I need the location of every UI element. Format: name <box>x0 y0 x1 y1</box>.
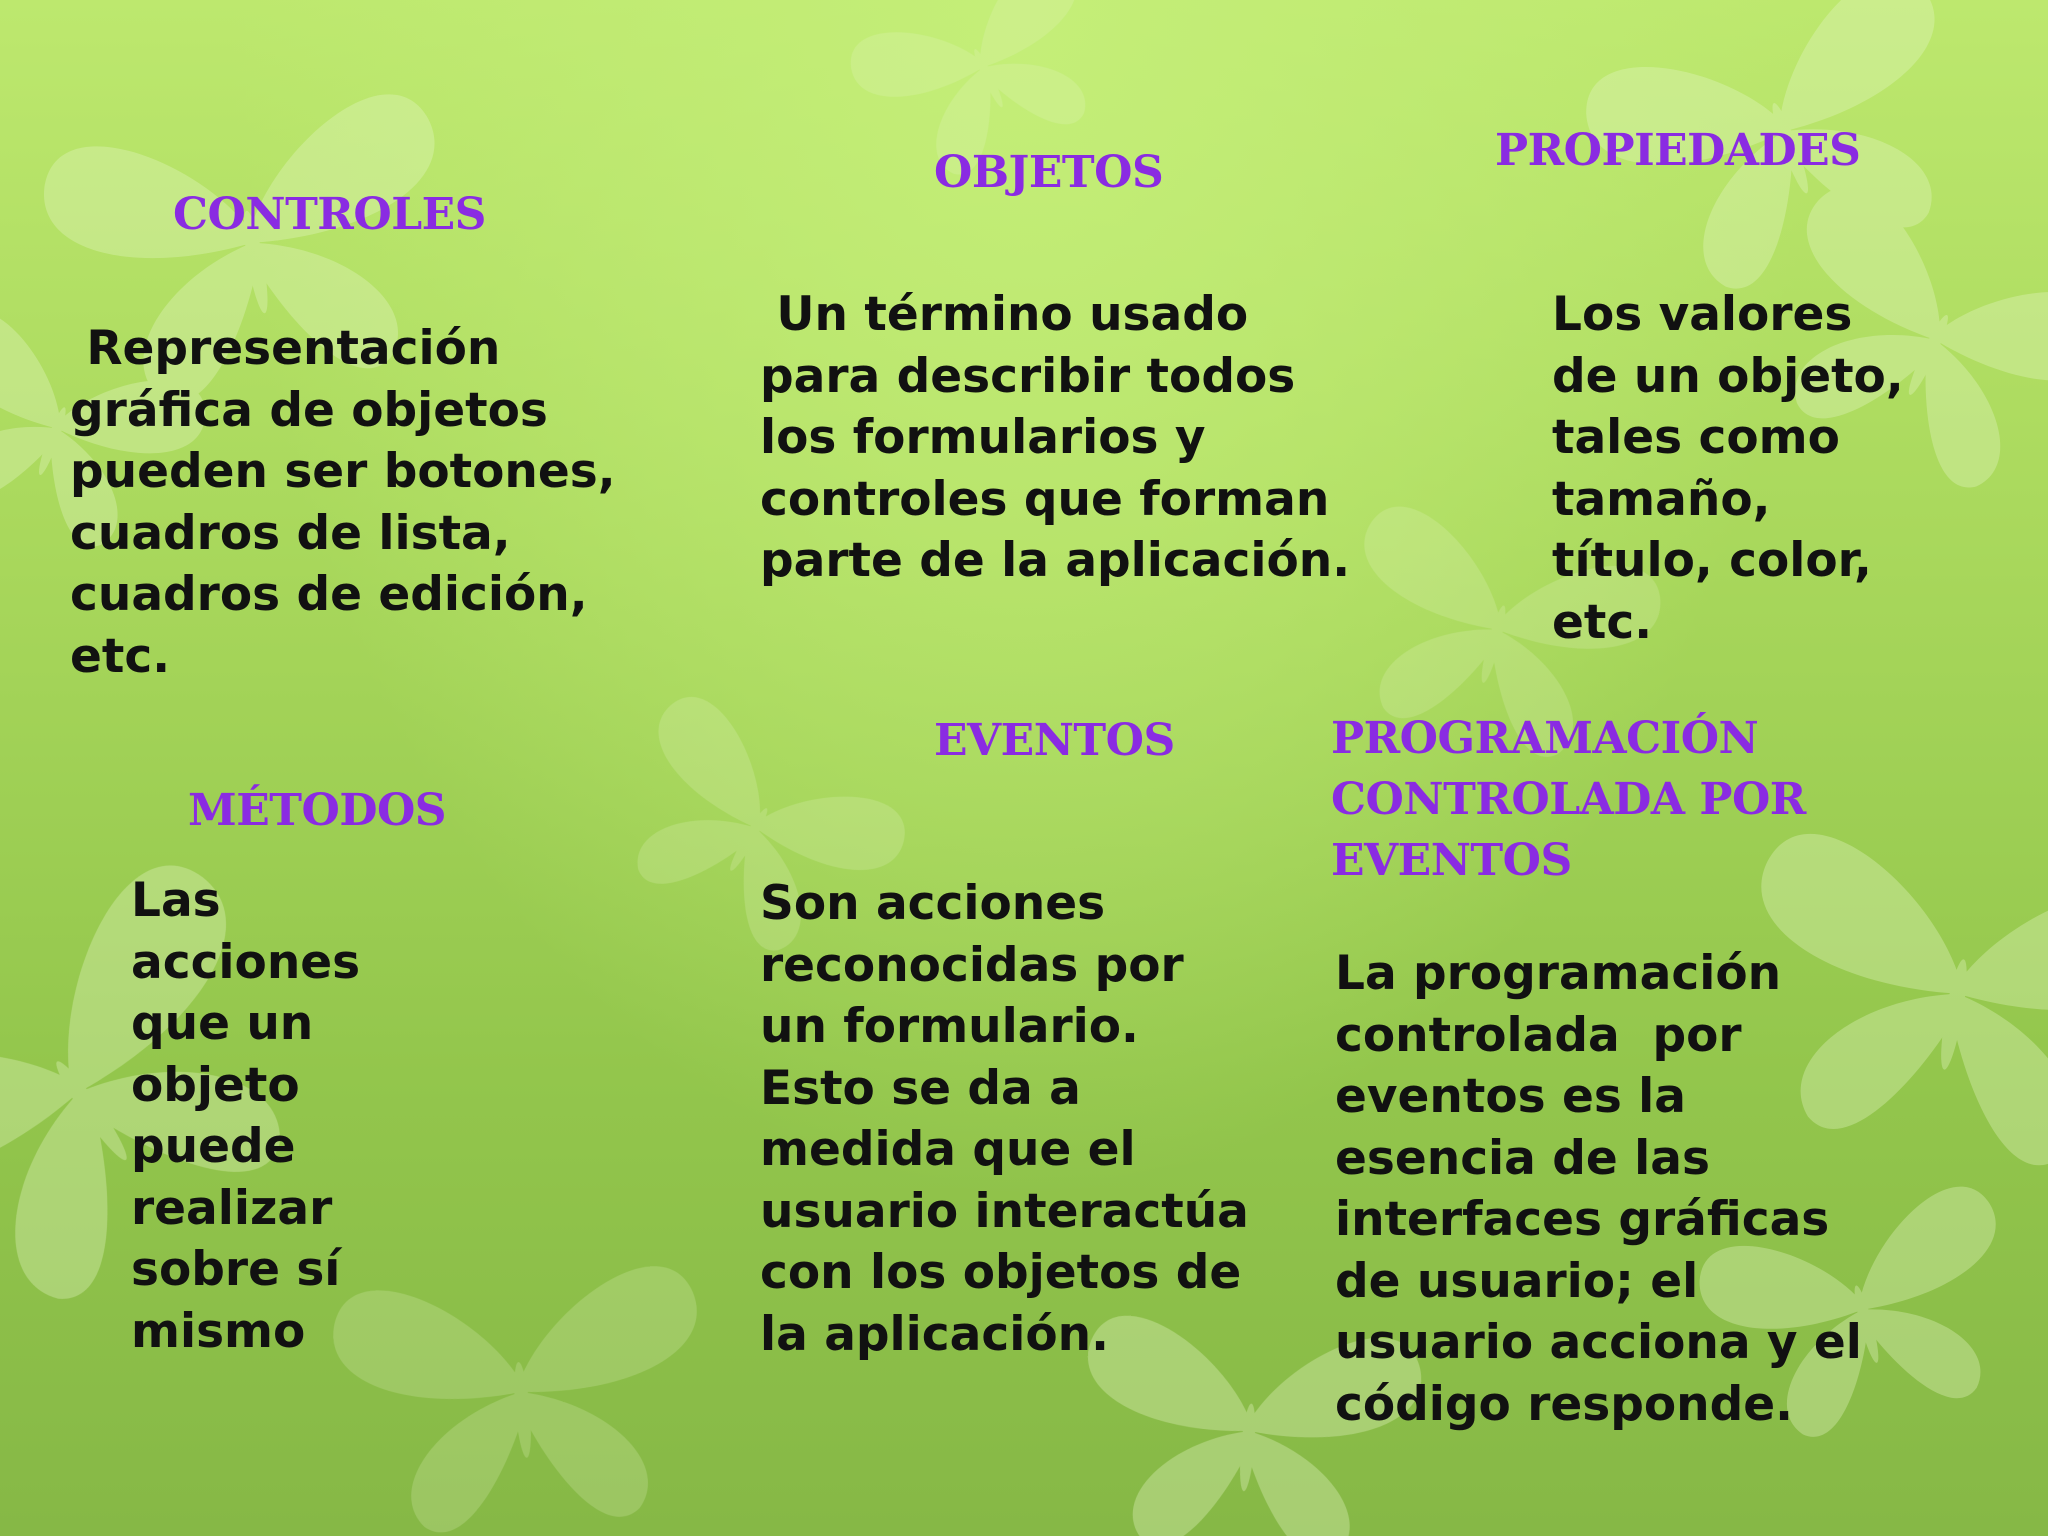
metodos-description: Las acciones que un objeto puede realizar sobre sí mismo <box>131 873 361 1359</box>
programacion-description: La programación controlada por eventos es la esencia de las interfaces gráficas de usuario; el usuario acciona y el código responde. <box>1335 946 1862 1432</box>
programacion-heading <box>1331 708 1806 891</box>
controles-heading: CONTROLES <box>173 189 486 240</box>
programacion-heading-line: EVENTOS <box>1331 835 1572 886</box>
butterfly-icon <box>330 1263 715 1536</box>
objetos-heading: OBJETOS <box>934 147 1164 198</box>
programacion-heading-line: CONTROLADA POR <box>1331 774 1806 825</box>
metodos-heading: MÉTODOS <box>188 785 447 836</box>
objetos-description: Un término usado para describir todos los formularios y controles que forman parte de la aplicación. <box>760 287 1351 588</box>
eventos-heading: EVENTOS <box>934 715 1175 766</box>
controles-description: Representación gráfica de objetos pueden ser botones, cuadros de lista, cuadros de edición, etc. <box>70 321 616 684</box>
propiedades-heading: PROPIEDADES <box>1495 125 1861 176</box>
programacion-heading-line: PROGRAMACIÓN <box>1331 713 1759 764</box>
eventos-description: Son acciones reconocidas por un formulario. Esto se da a medida que el usuario interactúa con los objetos de la aplicación. <box>760 876 1249 1362</box>
propiedades-description: Los valores de un objeto, tales como tamaño, título, color, etc. <box>1552 287 1904 650</box>
